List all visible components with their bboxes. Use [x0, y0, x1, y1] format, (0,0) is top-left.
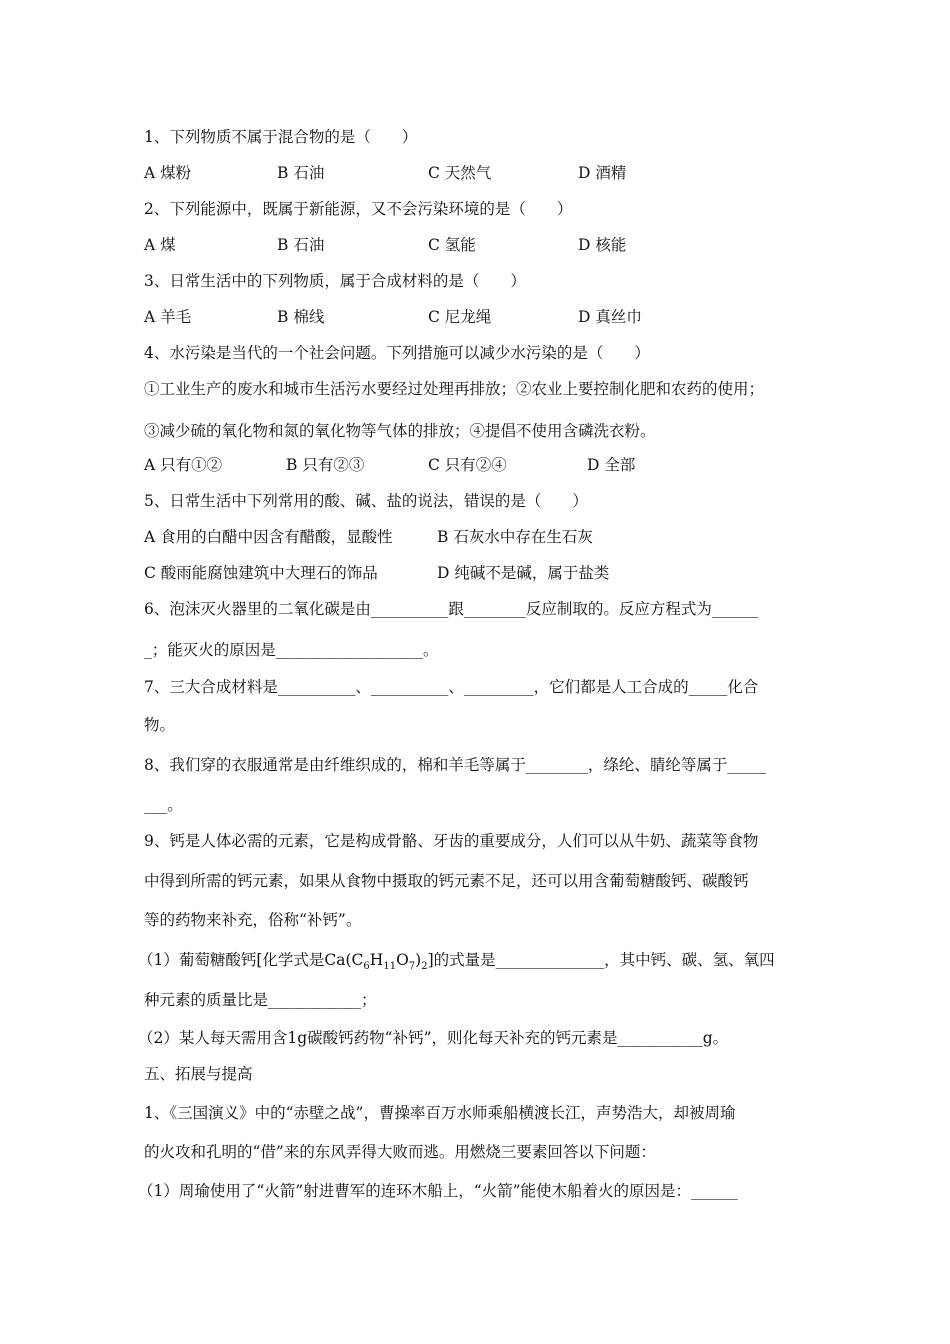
q3-stem: 3、日常生活中的下列物质，属于合成材料的是（ ）: [144, 272, 526, 290]
section-heading: 五、拓展与提高: [144, 1065, 253, 1083]
q1-option-b: B 石油: [277, 164, 325, 182]
q2-option-c: C 氢能: [428, 236, 476, 254]
q6-line-1: 6、泡沫灭火器里的二氧化碳是由__________跟________反应制取的。反应方程式为______: [144, 600, 759, 618]
q3-option-c: C 尼龙绳: [428, 308, 492, 326]
q8-line-2: ___。: [144, 796, 183, 814]
q9-line-3: 等的药物来补充，俗称“补钙”。: [144, 911, 362, 929]
q5-option-c: C 酸雨能腐蚀建筑中大理石的饰品: [144, 564, 378, 582]
q7-line-1: 7、三大合成材料是__________、__________、_________，它们都是人工合成的_____化合: [144, 678, 759, 696]
q4-measures-line-1: ①工业生产的废水和城市生活污水要经过处理再排放；②农业上要控制化肥和农药的使用；: [144, 380, 765, 398]
s5-q1-line-2: 的火攻和孔明的“借”来的东风弄得大败而逃。用燃烧三要素回答以下问题：: [144, 1143, 656, 1161]
s5-q1-line-1: 1、《三国演义》中的“赤壁之战”，曹操率百万水师乘船横渡长江，声势浩大，却被周瑜: [144, 1104, 736, 1122]
q4-option-d: D 全部: [587, 456, 636, 474]
q6-line-2: _；能灭火的原因是___________________。: [144, 641, 439, 659]
q4-option-b: B 只有②③: [286, 456, 365, 474]
q5-option-b: B 石灰水中存在生石灰: [437, 528, 593, 546]
q2-stem: 2、下列能源中，既属于新能源，又不会污染环境的是（ ）: [144, 200, 573, 218]
q4-option-a: A 只有①②: [144, 456, 223, 474]
q2-option-a: A 煤: [144, 236, 176, 254]
q3-option-b: B 棉线: [277, 308, 325, 326]
q1-option-c: C 天然气: [428, 164, 492, 182]
subscript: 11: [383, 961, 397, 973]
q4-option-c: C 只有②④: [428, 456, 507, 474]
q1-option-d: D 酒精: [578, 164, 627, 182]
q9-line-1: 9、钙是人体必需的元素，它是构成骨骼、牙齿的重要成分，人们可以从牛奶、蔬菜等食物: [144, 832, 759, 850]
q2-option-b: B 石油: [277, 236, 325, 254]
q2-option-d: D 核能: [578, 236, 627, 254]
q9-sub2: （2）某人每天需用含1g碳酸钙药物“补钙”，则化每天补充的钙元素是___________g。: [138, 1029, 729, 1047]
q9-sub1-text: H: [369, 951, 384, 969]
s5-q1-sub1-text: （1）周瑜使用了“火箭”射进曹军的连环木船上，“火箭”能使木船着火的原因是：: [138, 1182, 692, 1200]
q4-measures-line-2: ③减少硫的氧化物和氮的氧化物等气体的排放；④提倡不使用含磷洗衣粉。: [144, 422, 656, 440]
q9-sub1-line-2: 种元素的质量比是____________；: [144, 991, 377, 1009]
q3-option-d: D 真丝巾: [578, 308, 642, 326]
q1-stem: 1、下列物质不属于混合物的是（ ）: [144, 128, 418, 146]
q7-line-2: 物。: [144, 716, 176, 734]
subscript: 2: [421, 961, 428, 973]
q1-option-a: A 煤粉: [144, 164, 192, 182]
q9-sub1-text: （1）葡萄糖酸钙[化学式是Ca(C: [138, 951, 364, 969]
answer-blank: ______: [691, 1182, 738, 1200]
subscript: 7: [408, 961, 416, 973]
q5-option-a: A 食用的白醋中因含有醋酸，显酸性: [144, 528, 393, 546]
q5-option-d: D 纯碱不是碱，属于盐类: [437, 564, 610, 582]
q9-sub1-text: ]的式量是______________，其中钙、碳、氢、氧四: [427, 951, 775, 969]
q3-option-a: A 羊毛: [144, 308, 192, 326]
q5-stem: 5、日常生活中下列常用的酸、碱、盐的说法，错误的是（ ）: [144, 492, 588, 510]
subscript: 6: [363, 961, 370, 973]
q9-sub1-line-1: [138, 950, 775, 977]
q4-stem: 4、水污染是当代的一个社会问题。下列措施可以减少水污染的是（ ）: [144, 344, 650, 362]
q9-line-2: 中得到所需的钙元素，如果从食物中摄取的钙元素不足，还可以用含葡萄糖酸钙、碳酸钙: [144, 872, 749, 890]
s5-q1-sub1: [138, 1181, 738, 1201]
q9-sub1-text: ): [415, 951, 422, 969]
q9-sub1-text: O: [396, 951, 409, 969]
q8-line-1: 8、我们穿的衣服通常是由纤维织成的，棉和羊毛等属于________，绦纶、腈纶等属于_____: [144, 756, 767, 774]
